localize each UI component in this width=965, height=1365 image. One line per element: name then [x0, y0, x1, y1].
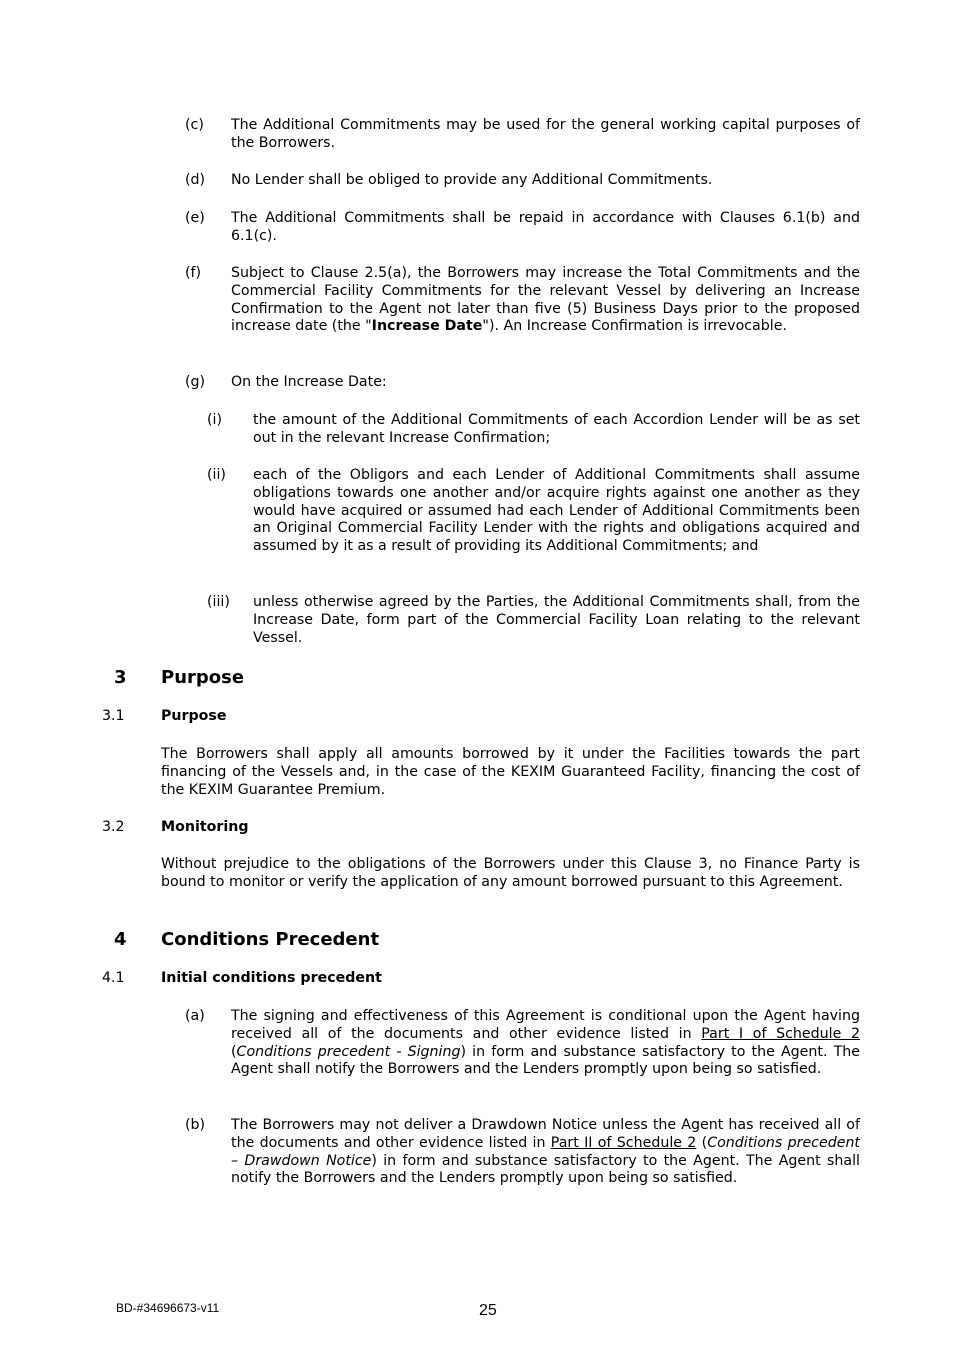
clause-3-1-text: The Borrowers shall apply all amounts borrowed by it under the Facilities towards the part financing of the Vessels and, in the case of the KEXIM Guaranteed Facility, financing the cost of the KEXIM Guarantee Premium.: [161, 746, 860, 798]
subitem-i-label: (i): [207, 412, 223, 428]
section-3-title: Purpose: [161, 667, 245, 688]
item-f-label: (f): [185, 265, 202, 281]
item-c-label: (c): [185, 117, 204, 133]
clause-4-1-title: Initial conditions precedent: [161, 970, 382, 986]
item-d-label: (d): [185, 172, 206, 188]
item-c-text: The Additional Commitments may be used for the general working capital purposes of the Borrowers.: [231, 117, 860, 151]
clause-3-1-title: Purpose: [161, 708, 227, 724]
clause-3-2-title: Monitoring: [161, 819, 249, 835]
clause-4-1-b-text: The Borrowers may not deliver a Drawdown Notice unless the Agent has received all of the documents and other evidence listed in Part II of Schedule 2 (Conditions precedent – Drawdown Notice) in form and substance satisfactory to the Agent. The Agent shall notify the Borrowers and the Lenders promptly upon being so satisfied.: [231, 1117, 860, 1187]
clause-4-1-a-label: (a): [185, 1008, 205, 1024]
subitem-iii-text: unless otherwise agreed by the Parties, the Additional Commitments shall, from the Increase Date, form part of the Commercial Facility Loan relating to the relevant Vessel.: [253, 594, 860, 646]
page-number: 25: [479, 1302, 497, 1319]
item-g-text: On the Increase Date:: [231, 374, 387, 390]
section-3-number: 3: [114, 667, 127, 688]
subitem-ii-label: (ii): [207, 467, 226, 483]
clause-3-2-number: 3.2: [102, 819, 125, 835]
section-4-number: 4: [114, 929, 127, 950]
schedule-2-part-1-link[interactable]: Part I of Schedule 2: [701, 1025, 860, 1042]
subitem-i-text: the amount of the Additional Commitments of each Accordion Lender will be as set out in the relevant Increase Confirmation;: [253, 412, 860, 446]
schedule-2-part-2-link[interactable]: Part II of Schedule 2: [550, 1134, 697, 1151]
clause-3-1-number: 3.1: [102, 708, 125, 724]
item-f-text: Subject to Clause 2.5(a), the Borrowers may increase the Total Commitments and the Commercial Facility Commitments for the relevant Vessel by delivering an Increase Confirmation to the Agent not later than five (5) Business Days prior to the proposed increase date (the "Increase Date"). An Increase Confirmation is irrevocable.: [231, 265, 860, 335]
increase-date-term: Increase Date: [371, 318, 483, 335]
section-4-title: Conditions Precedent: [161, 929, 380, 950]
subitem-iii-label: (iii): [207, 594, 230, 610]
item-d-text: No Lender shall be obliged to provide any Additional Commitments.: [231, 172, 713, 188]
clause-3-2-text: Without prejudice to the obligations of the Borrowers under this Clause 3, no Finance Party is bound to monitor or verify the application of any amount borrowed pursuant to this Agreement.: [161, 856, 860, 890]
subitem-ii-text: each of the Obligors and each Lender of Additional Commitments shall assume obligations towards one another and/or acquire rights against one another as they would have acquired or assumed had each Lender of Additional Commitments been an Original Commercial Facility Lender with the rights and obligations acquired and assumed by it as a result of providing its Additional Commitments; and: [253, 467, 860, 555]
item-g-label: (g): [185, 374, 206, 390]
clause-4-1-number: 4.1: [102, 970, 125, 986]
clause-4-1-a-text: The signing and effectiveness of this Agreement is conditional upon the Agent having received all of the documents and other evidence listed in Part I of Schedule 2 (Conditions precedent - Signing) in form and substance satisfactory to the Agent. The Agent shall notify the Borrowers and the Lenders promptly upon being so satisfied.: [231, 1008, 860, 1078]
item-e-text: The Additional Commitments shall be repaid in accordance with Clauses 6.1(b) and 6.1(c).: [231, 210, 860, 244]
item-e-label: (e): [185, 210, 205, 226]
document-reference: BD-#34696673-v11: [116, 1301, 220, 1315]
clause-4-1-b-label: (b): [185, 1117, 206, 1133]
